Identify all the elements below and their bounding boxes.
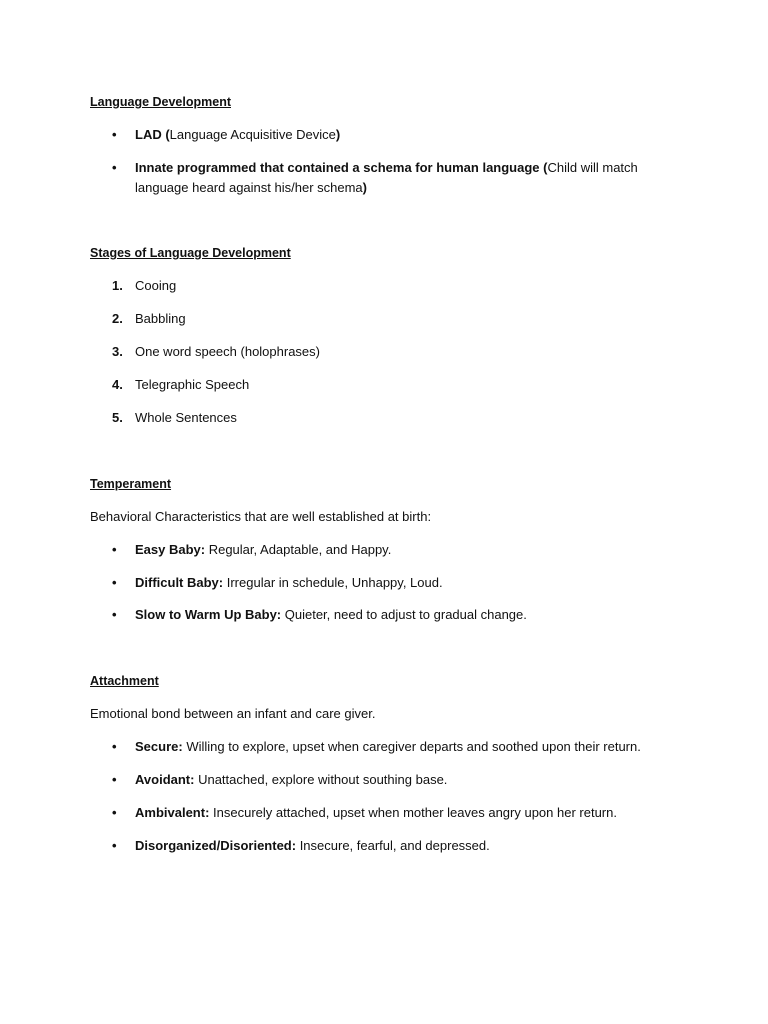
number-marker: 1.	[112, 278, 123, 293]
list-item	[112, 158, 692, 198]
bullet-marker: •	[112, 160, 117, 175]
list-item	[112, 125, 692, 145]
list-item	[112, 540, 692, 560]
bullet-marker: •	[112, 127, 117, 142]
list-item	[112, 375, 692, 395]
item-text: One word speech (holophrases)	[135, 344, 320, 359]
item-text: Cooing	[135, 278, 177, 293]
item-text: Telegraphic Speech	[135, 377, 250, 392]
item-term: Disorganized/Disoriented:	[135, 838, 297, 853]
item-term: Ambivalent:	[135, 805, 210, 820]
number-marker: 4.	[112, 377, 123, 392]
item-term: Avoidant:	[135, 772, 195, 787]
heading-stages: Stages of Language Development	[90, 246, 291, 260]
number-marker: 3.	[112, 344, 123, 359]
item-tail: )	[362, 180, 367, 195]
heading-attachment: Attachment	[90, 674, 159, 688]
attachment-intro: Emotional bond between an infant and care giver.	[90, 706, 376, 721]
item-text: Language Acquisitive Device	[169, 127, 336, 142]
heading-temperament: Temperament	[90, 477, 172, 491]
item-text: Whole Sentences	[135, 410, 237, 425]
bullet-marker: •	[112, 772, 117, 787]
number-marker: 5.	[112, 410, 123, 425]
bullet-marker: •	[112, 838, 117, 853]
bullet-marker: •	[112, 739, 117, 754]
list-item	[112, 770, 692, 790]
item-text: Babbling	[135, 311, 186, 326]
item-text: Willing to explore, upset when caregiver departs and soothed upon their return.	[182, 739, 641, 754]
item-term: Innate programmed that contained a schema for human language (	[135, 160, 548, 175]
bullet-marker: •	[112, 542, 117, 557]
bullet-marker: •	[112, 575, 117, 590]
heading-language-development: Language Development	[90, 95, 231, 109]
item-term: Easy Baby:	[135, 542, 206, 557]
item-text: Insecure, fearful, and depressed.	[296, 838, 490, 853]
list-item	[112, 737, 692, 757]
item-text: Irregular in schedule, Unhappy, Loud.	[223, 575, 443, 590]
list-item	[112, 803, 692, 823]
item-tail: )	[335, 127, 341, 142]
item-text: Child will match language heard against his/her schema	[135, 160, 638, 195]
item-term: Difficult Baby:	[135, 575, 224, 590]
item-term: LAD (	[135, 127, 170, 142]
bullet-marker: •	[112, 607, 117, 622]
list-item	[112, 276, 692, 296]
item-term: Slow to Warm Up Baby:	[135, 607, 282, 622]
list-item	[112, 605, 692, 625]
list-item	[112, 573, 692, 593]
list-item	[112, 408, 692, 428]
list-item	[112, 836, 692, 856]
item-text: Regular, Adaptable, and Happy.	[205, 542, 392, 557]
item-term: Secure:	[135, 739, 183, 754]
list-item	[112, 342, 692, 362]
number-marker: 2.	[112, 311, 123, 326]
list-item	[112, 309, 692, 329]
bullet-marker: •	[112, 805, 117, 820]
item-text: Insecurely attached, upset when mother leaves angry upon her return.	[209, 805, 617, 820]
temperament-intro: Behavioral Characteristics that are well established at birth:	[90, 509, 432, 524]
item-text: Quieter, need to adjust to gradual change.	[281, 607, 527, 622]
item-text: Unattached, explore without southing base.	[194, 772, 448, 787]
